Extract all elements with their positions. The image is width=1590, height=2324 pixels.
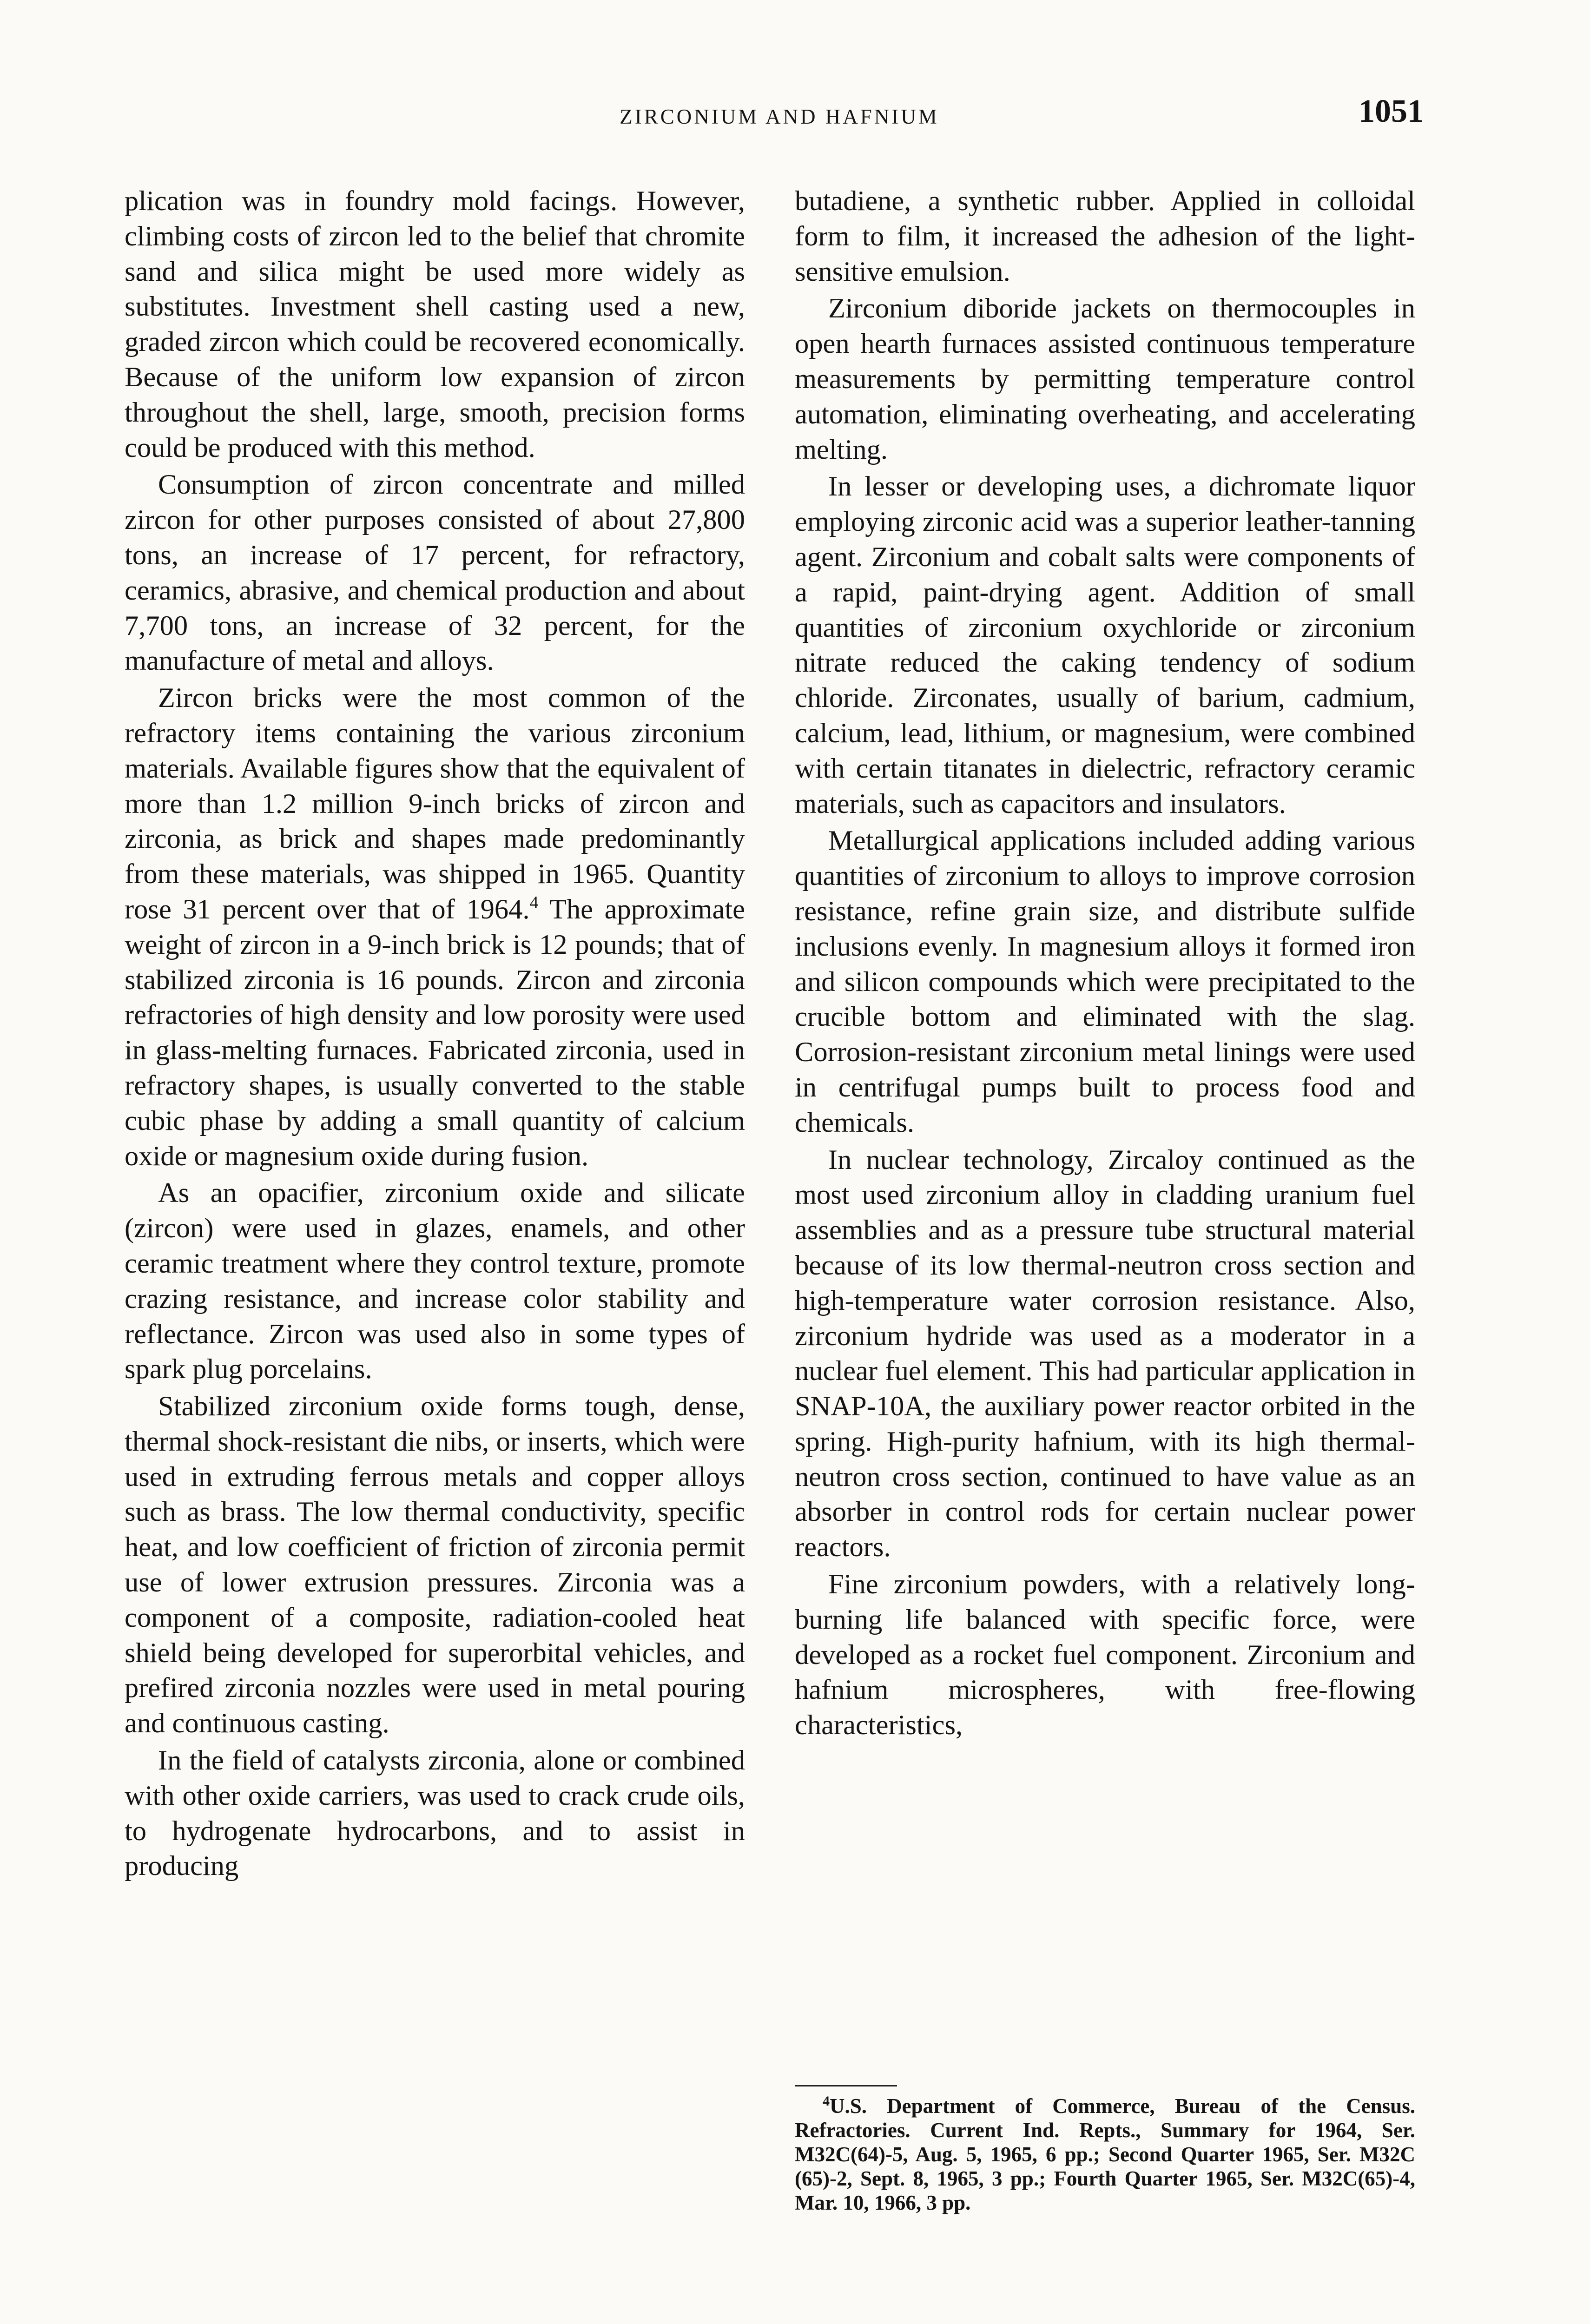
paragraph-text: Zircon bricks were the most common of the refractory items containing the various zirconium materials. Available figures show that the equivalent of more than 1.2 million 9-inch bricks of zircon and zirconia, as brick and shapes made predominantly from these materials, was shipped in 1965. Quantity rose 31 percent over that of 1964. <box>125 682 745 925</box>
running-header: ZIRCONIUM AND HAFNIUM <box>620 105 939 128</box>
paragraph <box>125 680 745 1174</box>
paragraph: Zirconium diboride jackets on thermocouples in open hearth furnaces assisted continuous temperature measurements by permitting temperature control automation, eliminating overheating, and accelerating melting. <box>795 293 1415 465</box>
footnote-text: U.S. Department of Commerce, Bureau of the Census. Refractories. Current Ind. Repts., Summary for 1964, Ser. M32C(64)-5, Aug. 5, 1965, 6 pp.; Second Quarter 1965, Ser. M32C (65)-2, Sept. 8, 1965, 3 pp.; Fourth Quarter 1965, Ser. M32C(65)-4, Mar. 10, 1966, 3 pp. <box>795 2094 1415 2214</box>
paragraph: Stabilized zirconium oxide forms tough, dense, thermal shock-resistant die nibs, or inserts, which were used in extruding ferrous metals and copper alloys such as brass. The low thermal conductivity, specific heat, and low coefficient of friction of zirconia permit use of lower extrusion pressures. Zirconia was a component of a composite, radiation-cooled heat shield being developed for superorbital vehicles, and prefired zirconia nozzles were used in metal pouring and continuous casting. <box>125 1391 745 1739</box>
paragraph: plication was in foundry mold facings. However, climbing costs of zircon led to the belief that chromite sand and silica might be used more widely as substitutes. Investment shell casting used a new, graded zircon which could be recovered economically. Because of the uniform low expansion of zircon throughout the shell, large, smooth, precision forms could be produced with this method. <box>125 185 745 463</box>
paragraph: As an opacifier, zirconium oxide and silicate (zircon) were used in glazes, enamels, and other ceramic treatment where they control texture, promote crazing resistance, and increase color stability and reflectance. Zircon was used also in some types of spark plug porcelains. <box>125 1177 745 1385</box>
footnote-divider <box>795 2085 897 2086</box>
paragraph-text: The approximate weight of zircon in a 9-inch brick is 12 pounds; that of stabilized zirconia is 16 pounds. Zircon and zirconia refractories of high density and low porosity were used in glass-melting furnaces. Fabricated zirconia, used in refractory shapes, is usually converted to the stable cubic phase by adding a small quantity of calcium oxide or magnesium oxide during fusion. <box>125 893 745 1172</box>
paragraph: In nuclear technology, Zircaloy continued as the most used zirconium alloy in cladding uranium fuel assemblies and as a pressure tube structural material because of its low thermal-neutron cross section and high-temperature water corrosion resistance. Also, zirconium hydride was used as a moderator in a nuclear fuel element. This had particular application in SNAP-10A, the auxiliary power reactor orbited in the spring. High-purity hafnium, with its high thermal-neutron cross section, continued to have value as an absorber in control rods for certain nuclear power reactors. <box>795 1144 1415 1563</box>
right-column <box>795 184 1415 1745</box>
paragraph: In the field of catalysts zirconia, alone or combined with other oxide carriers, was used to crack crude oils, to hydrogenate hydrocarbons, and to assist in producing <box>125 1745 745 1882</box>
footnote-marker: 4 <box>823 2093 830 2109</box>
left-column <box>125 184 745 1886</box>
paragraph: In lesser or developing uses, a dichromate liquor employing zirconic acid was a superior leather-tanning agent. Zirconium and cobalt salts were components of a rapid, paint-drying agent. Addition of small quantities of zirconium oxychloride or zirconium nitrate reduced the caking tendency of sodium chloride. Zirconates, usually of barium, cadmium, calcium, lead, lithium, or magnesium, were combined with certain titanates in dielectric, refractory ceramic materials, such as capacitors and insulators. <box>795 471 1415 819</box>
footnote <box>795 2094 1415 2215</box>
footnote-reference: 4 <box>529 892 539 912</box>
page-number: 1051 <box>1359 93 1424 129</box>
paragraph: butadiene, a synthetic rubber. Applied in colloidal form to film, it increased the adhesion of the light-sensitive emulsion. <box>795 185 1415 287</box>
paragraph: Fine zirconium powders, with a relatively long-burning life balanced with specific force, were developed as a rocket fuel component. Zirconium and hafnium microspheres, with free-flowing characteristics, <box>795 1569 1415 1741</box>
paragraph: Metallurgical applications included adding various quantities of zirconium to alloys to improve corrosion resistance, refine grain size, and distribute sulfide inclusions evenly. In magnesium alloys it formed iron and silicon compounds which were precipitated to the crucible bottom and eliminated with the slag. Corrosion-resistant zirconium metal linings were used in centrifugal pumps built to process food and chemicals. <box>795 825 1415 1138</box>
paragraph: Consumption of zircon concentrate and milled zircon for other purposes consisted of about 27,800 tons, an increase of 17 percent, for refractory, ceramics, abrasive, and chemical production and about 7,700 tons, an increase of 32 percent, for the manufacture of metal and alloys. <box>125 469 745 677</box>
